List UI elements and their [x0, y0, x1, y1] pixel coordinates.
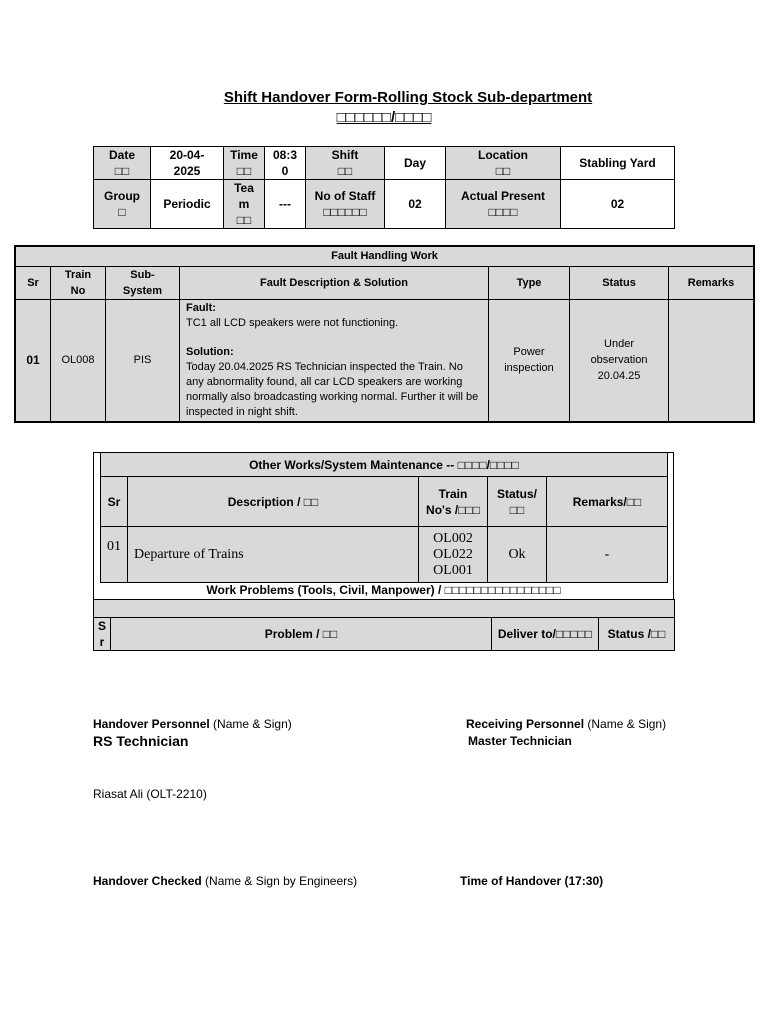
fault-text: TC1 all LCD speakers were not functioning. [186, 316, 399, 329]
team-value: --- [265, 180, 306, 229]
header-table [93, 146, 675, 229]
fault-remarks [669, 299, 755, 422]
work-problems-spacer [94, 600, 675, 618]
col-sr: Sr [15, 266, 51, 299]
other-works-table [100, 452, 668, 583]
group-value: Periodic [151, 180, 224, 229]
col-status: Status [570, 266, 669, 299]
fault-sub-system: PIS [106, 299, 180, 422]
handover-checked: Handover Checked (Name & Sign by Engineers) [93, 874, 358, 888]
ow-col-status: Status/ □□ [488, 477, 547, 527]
other-works-title: Other Works/System Maintenance -- □□□□/□□□□ [101, 453, 668, 477]
table-row [101, 527, 668, 583]
receiving-role: Master Technician [468, 734, 572, 748]
fault-table [14, 245, 755, 423]
fault-label: Fault: [186, 301, 216, 314]
time-of-handover: Time of Handover (17:30) [460, 874, 604, 888]
time-value: 08:30 [265, 147, 306, 180]
fault-sr: 01 [15, 299, 51, 422]
col-type: Type [489, 266, 570, 299]
wp-col-sr: Sr [94, 618, 111, 651]
ow-description: Departure of Trains [128, 527, 419, 583]
col-fault-description: Fault Description & Solution [180, 266, 489, 299]
wp-col-deliver-to: Deliver to/□□□□□ [492, 618, 599, 651]
fault-train-no: OL008 [51, 299, 106, 422]
present-value: 02 [561, 180, 675, 229]
col-train-no: Train No [51, 266, 106, 299]
work-problems-table [93, 599, 675, 651]
ow-sr: 01 [101, 527, 128, 583]
col-sub-system: Sub-System [106, 266, 180, 299]
ow-trains: OL002 OL022 OL001 [419, 527, 488, 583]
shift-label: Shift □□ [306, 147, 385, 180]
ow-status: Ok [488, 527, 547, 583]
fault-type: Power inspection [489, 299, 570, 422]
table-row [15, 299, 754, 422]
receiving-personnel: Receiving Personnel (Name & Sign) [466, 717, 667, 731]
staff-label: No of Staff □□□□□□ [306, 180, 385, 229]
solution-label: Solution: [186, 345, 234, 358]
fault-table-title: Fault Handling Work [15, 246, 754, 266]
handover-personnel: Handover Personnel (Name & Sign) [93, 717, 292, 731]
date-label: Date □□ [94, 147, 151, 180]
team-label: Team □□ [224, 180, 265, 229]
handover-role: RS Technician [93, 733, 189, 749]
shift-value: Day [385, 147, 446, 180]
form-subtitle: □□□□□□/□□□□ [336, 109, 432, 126]
ow-remarks: - [547, 527, 668, 583]
ow-col-sr: Sr [101, 477, 128, 527]
ow-col-remarks: Remarks/□□ [547, 477, 668, 527]
present-label: Actual Present □□□□ [446, 180, 561, 229]
date-value: 20-04-2025 [151, 147, 224, 180]
handover-name: Riasat Ali (OLT-2210) [93, 787, 207, 801]
solution-text: Today 20.04.2025 RS Technician inspected the Train. No any abnormality found, all car LCD speakers are working normally also broadcasting working normal. Further it will be inspected in night shift. [186, 360, 479, 418]
location-label: Location □□ [446, 147, 561, 180]
location-value: Stabling Yard [561, 147, 675, 180]
group-label: Group □ [94, 180, 151, 229]
ow-col-train-nos: Train No's /□□□ [419, 477, 488, 527]
ow-col-description: Description / □□ [128, 477, 419, 527]
work-problems-title: Work Problems (Tools, Civil, Manpower) / □□□□□□□□□□□□□□□□ [206, 583, 561, 597]
wp-col-status: Status /□□ [599, 618, 675, 651]
staff-value: 02 [385, 180, 446, 229]
fault-status: Under observation 20.04.25 [570, 299, 669, 422]
time-label: Time □□ [224, 147, 265, 180]
form-title: Shift Handover Form-Rolling Stock Sub-department [223, 89, 593, 106]
col-remarks: Remarks [669, 266, 755, 299]
fault-description [180, 299, 489, 422]
wp-col-problem: Problem / □□ [111, 618, 492, 651]
